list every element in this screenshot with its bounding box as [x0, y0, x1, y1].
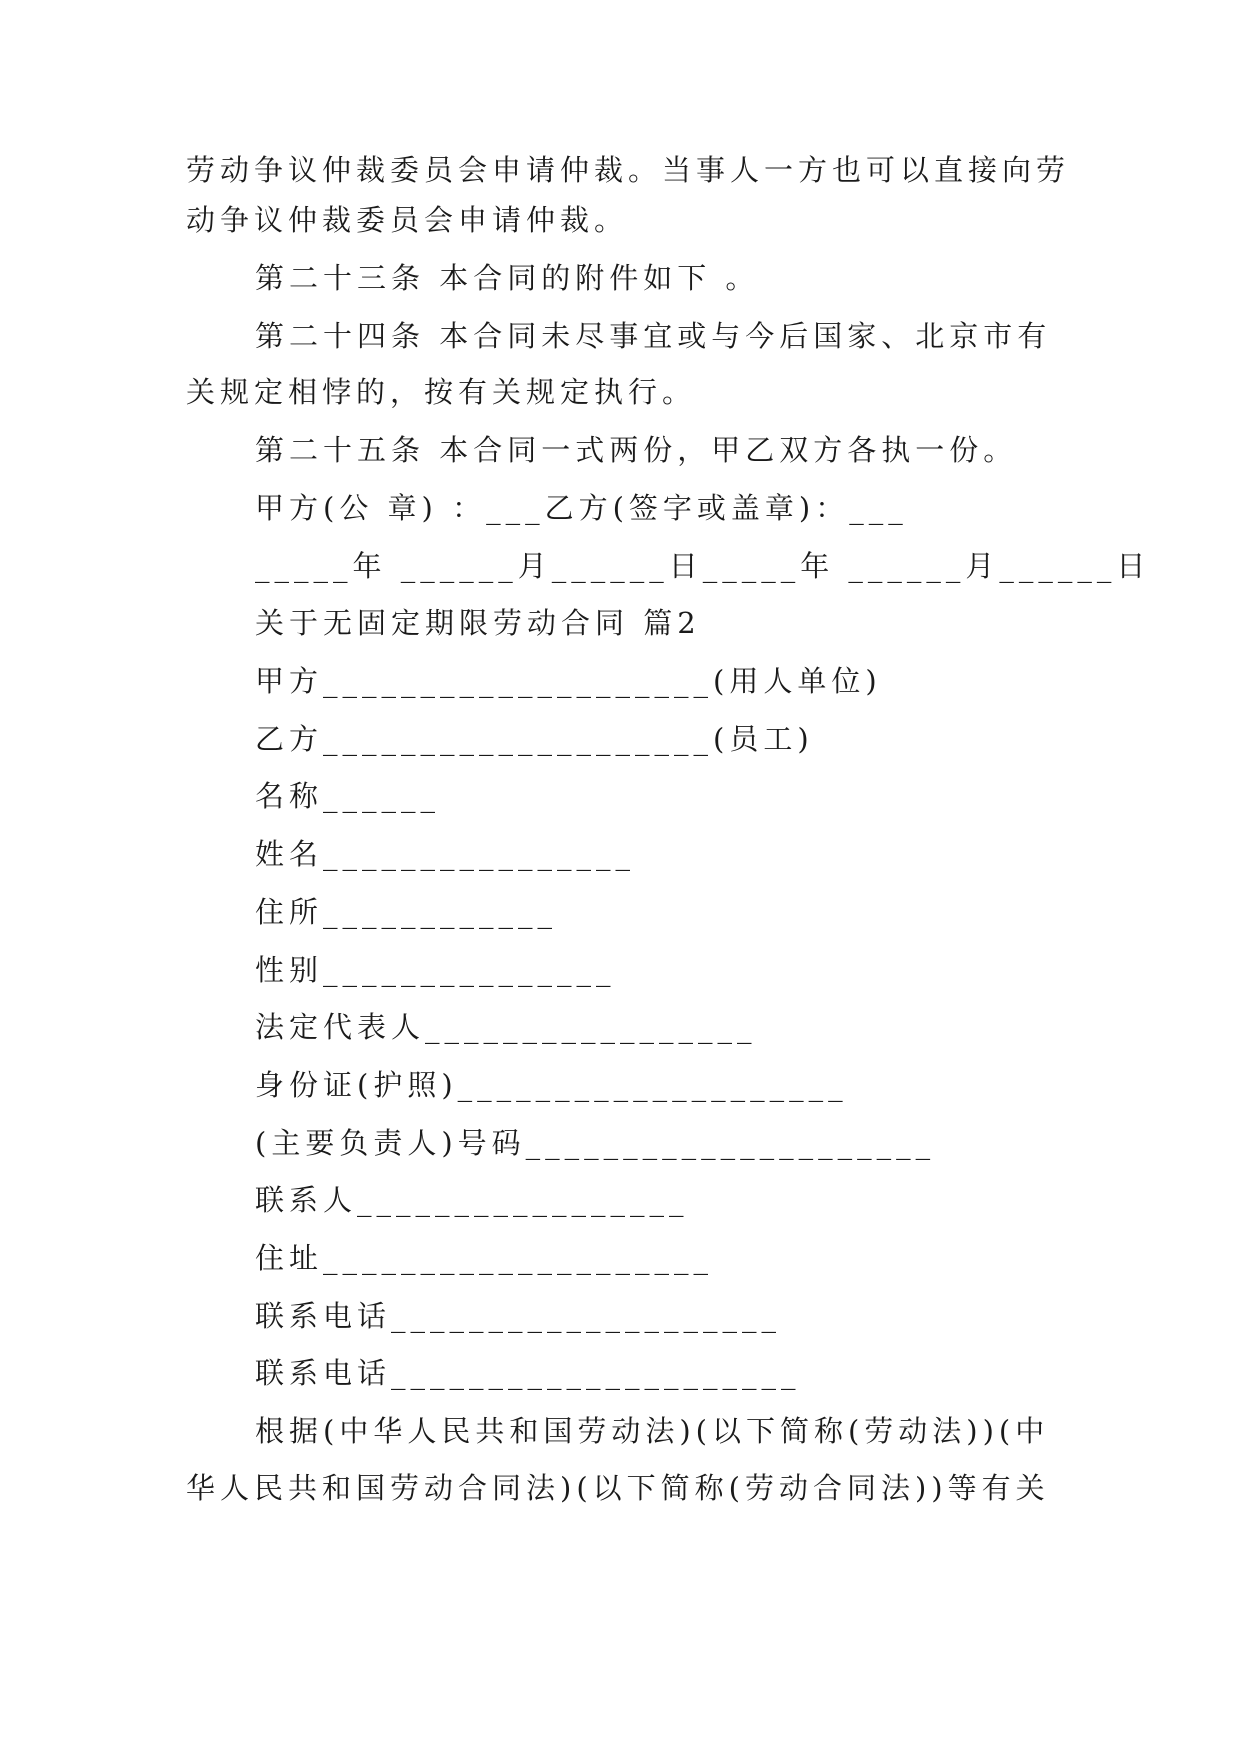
form-field-line: 乙方____________________(员工) [255, 722, 814, 756]
form-field-line: 住址____________________ [255, 1241, 714, 1275]
form-field-line: 名称______ [255, 779, 441, 813]
form-field-line: (主要负责人)号码_____________________ [255, 1126, 936, 1160]
form-field-line: 法定代表人_________________ [255, 1010, 757, 1044]
form-field-line: 联系电话____________________ [255, 1299, 782, 1333]
text-line: 动争议仲裁委员会申请仲裁。 [186, 203, 629, 237]
text-line: 第二十四条 本合同未尽事宜或与今后国家、北京市有 [255, 319, 1052, 353]
text-line: 华人民共和国劳动合同法)(以下简称(劳动合同法))等有关 [186, 1471, 1050, 1505]
form-field-line: 住所____________ [255, 895, 558, 929]
form-field-line: 甲方____________________(用人单位) [255, 664, 882, 698]
text-line: 第二十五条 本合同一式两份，甲乙双方各执一份。 [255, 433, 1018, 467]
signature-line: 甲方(公 章) ：___乙方(签字或盖章)：___ [255, 491, 908, 525]
form-field-line: 姓名________________ [255, 837, 636, 871]
form-field-line: 身份证(护照)____________________ [255, 1068, 848, 1102]
text-line: 关规定相悖的，按有关规定执行。 [186, 375, 697, 409]
date-line: _____年 ______月______日_____年 ______月______日 [255, 549, 1151, 583]
section-heading: 关于无固定期限劳动合同 篇2 [255, 606, 701, 640]
form-field-line: 性别_______________ [255, 953, 616, 987]
text-line: 第二十三条 本合同的附件如下 。 [255, 261, 760, 295]
text-line: 劳动争议仲裁委员会申请仲裁。当事人一方也可以直接向劳 [186, 153, 1071, 187]
form-field-line: 联系电话_____________________ [255, 1356, 801, 1390]
text-line: 根据(中华人民共和国劳动法)(以下简称(劳动法))(中 [255, 1414, 1050, 1448]
form-field-line: 联系人_________________ [255, 1183, 689, 1217]
